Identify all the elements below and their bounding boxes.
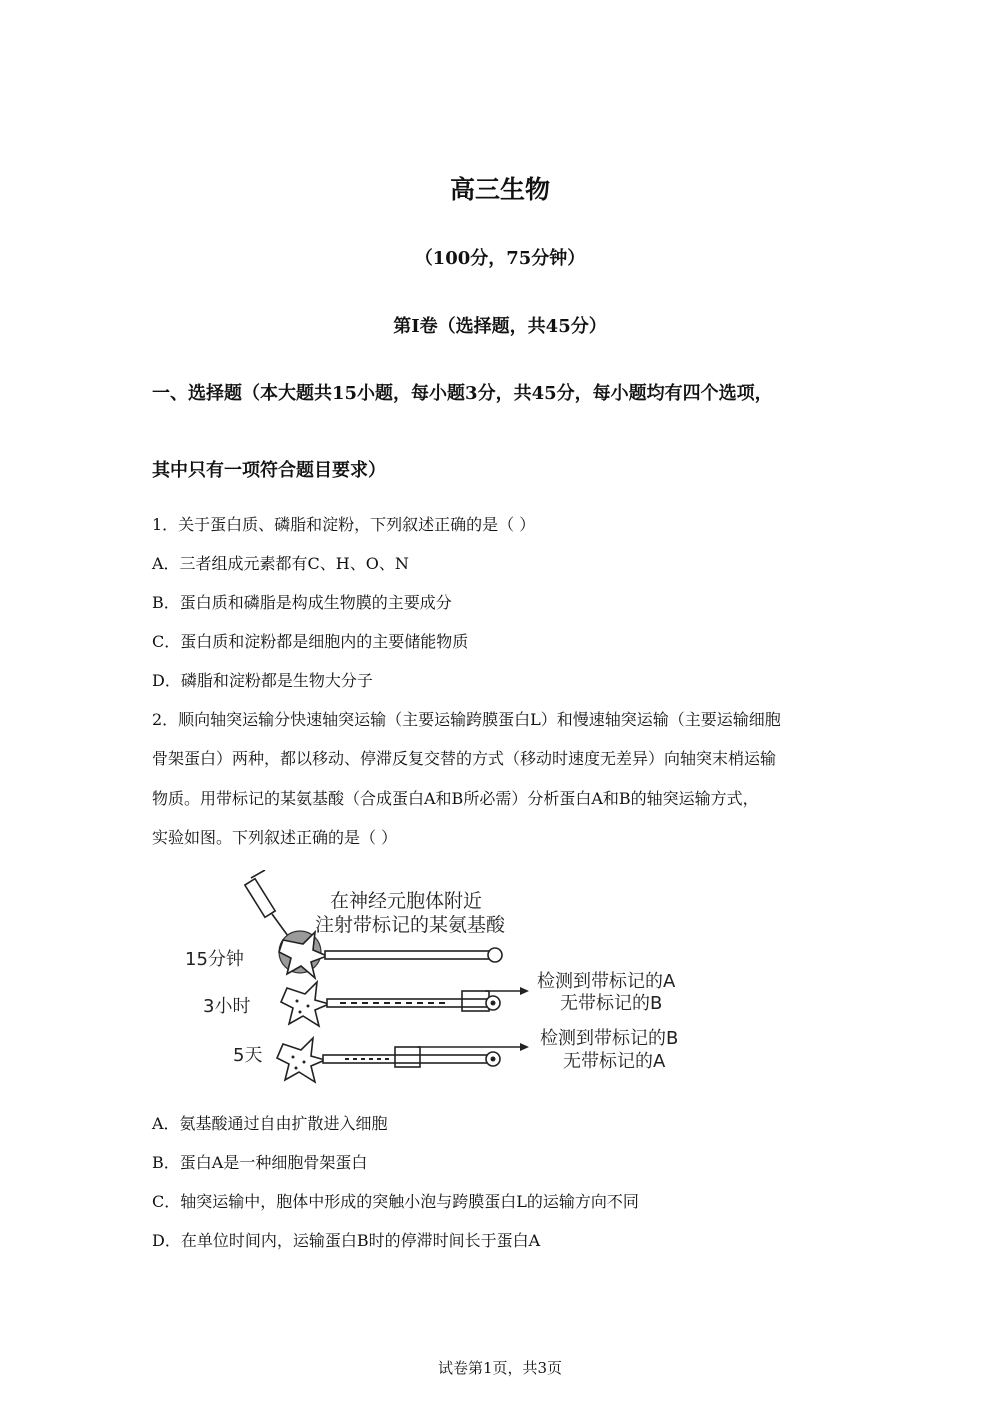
fig-inject-line2: 注射带标记的某氨基酸 [315, 914, 506, 936]
part-title: 第Ⅰ卷（选择题，共45分） [393, 316, 607, 337]
fig-time-15min: 15分钟 [185, 949, 244, 970]
q2-stem-line4: 实验如图。下列叙述正确的是（ ） [152, 828, 398, 847]
exam-duration: （100分，75分钟） [414, 248, 586, 269]
fig-result-3h-line1: 检测到带标记的A [537, 971, 676, 992]
q2-option-b: B．蛋白A是一种细胞骨架蛋白 [152, 1153, 368, 1172]
fig-result-3h-line2: 无带标记的B [560, 993, 663, 1014]
q1-option-b: B．蛋白质和磷脂是构成生物膜的主要成分 [152, 593, 452, 612]
neuron-3h [281, 982, 529, 1026]
neuron-15min [279, 931, 502, 978]
q2-stem-line3: 物质。用带标记的某氨基酸（合成蛋白A和B所必需）分析蛋白A和B的轴突运输方式， [152, 789, 759, 808]
q1-option-c: C．蛋白质和淀粉都是细胞内的主要储能物质 [152, 632, 469, 651]
syringe-icon [245, 870, 288, 936]
page-footer: 试卷第1页，共3页 [437, 1359, 563, 1377]
q2-stem-line2: 骨架蛋白）两种，都以移动、停滞反复交替的方式（移动时速度无差异）向轴突末梢运输 [152, 749, 777, 768]
fig-time-5d: 5天 [233, 1045, 263, 1066]
fig-time-3h: 3小时 [203, 996, 251, 1017]
q2-stem-line1: 2．顺向轴突运输分快速轴突运输（主要运输跨膜蛋白L）和慢速轴突运输（主要运输细胞 [152, 710, 781, 729]
neuron-5d [277, 1038, 529, 1082]
q1-stem: 1．关于蛋白质、磷脂和淀粉，下列叙述正确的是（ ） [152, 515, 536, 534]
q2-option-c: C．轴突运输中，胞体中形成的突触小泡与跨膜蛋白L的运输方向不同 [152, 1192, 639, 1211]
q1-option-d: D．磷脂和淀粉都是生物大分子 [152, 671, 373, 690]
q2-option-a: A．氨基酸通过自由扩散进入细胞 [152, 1114, 388, 1133]
q2-option-d: D．在单位时间内，运输蛋白B时的停滞时间长于蛋白A [152, 1231, 541, 1250]
q1-option-a: A．三者组成元素都有C、H、O、N [152, 554, 409, 573]
section-heading-line1: 一、选择题（本大题共15小题，每小题3分，共45分，每小题均有四个选项， [152, 383, 773, 404]
axon-transport-figure [175, 870, 765, 1085]
fig-result-5d-line2: 无带标记的A [563, 1051, 666, 1072]
fig-result-5d-line1: 检测到带标记的B [540, 1028, 679, 1049]
page-title: 高三生物 [449, 175, 550, 204]
section-heading-line2: 其中只有一项符合题目要求） [152, 460, 386, 481]
fig-inject-line1: 在神经元胞体附近 [330, 890, 483, 912]
